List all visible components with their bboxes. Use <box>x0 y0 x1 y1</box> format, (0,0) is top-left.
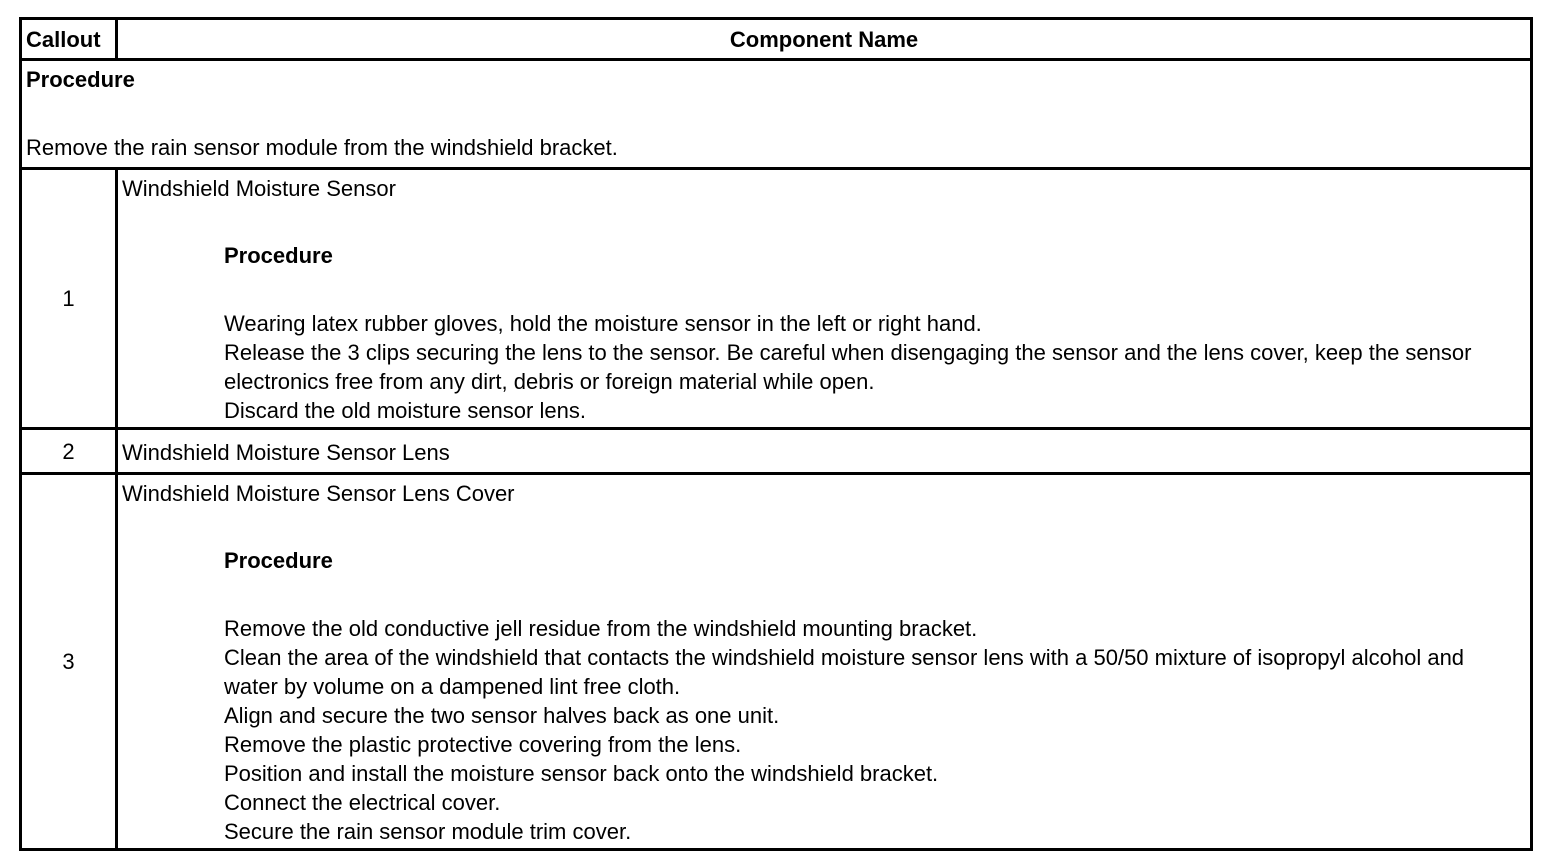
component-name: Windshield Moisture Sensor Lens Cover <box>122 481 515 506</box>
procedure-step: Remove the plastic protective covering from the lens. <box>224 732 742 757</box>
procedure-step: Position and install the moisture sensor back onto the windshield bracket. <box>224 761 939 786</box>
component-cell <box>117 474 1532 850</box>
table-row <box>21 429 1532 474</box>
table-header-row <box>21 19 1532 60</box>
procedure-title: Procedure <box>224 243 333 268</box>
component-name: Windshield Moisture Sensor <box>122 176 396 201</box>
procedure-block <box>122 241 1522 425</box>
callout-number: 3 <box>21 474 117 850</box>
callout-number: 2 <box>21 429 117 474</box>
procedure-step: Remove the old conductive jell residue from the windshield mounting bracket. <box>224 616 978 641</box>
procedure-step: Secure the rain sensor module trim cover. <box>224 819 632 844</box>
intro-cell <box>21 60 1532 169</box>
procedure-step: Discard the old moisture sensor lens. <box>224 398 586 423</box>
intro-row <box>21 60 1532 169</box>
component-cell <box>117 429 1532 474</box>
intro-procedure-text: Remove the rain sensor module from the windshield bracket. <box>26 135 618 160</box>
procedure-step: Connect the electrical cover. <box>224 790 501 815</box>
component-cell <box>117 169 1532 429</box>
procedure-step: Clean the area of the windshield that contacts the windshield moisture sensor lens with a 50/50 mixture of isopropyl alcohol and water by volume on a dampened lint free cloth. <box>224 645 1465 699</box>
component-name: Windshield Moisture Sensor Lens <box>122 439 450 465</box>
intro-procedure-title: Procedure <box>26 67 135 92</box>
procedure-step: Wearing latex rubber gloves, hold the moisture sensor in the left or right hand. <box>224 311 982 336</box>
callout-number: 1 <box>21 169 117 429</box>
procedure-step: Align and secure the two sensor halves back as one unit. <box>224 703 780 728</box>
procedure-block <box>122 546 1522 846</box>
procedure-step: Release the 3 clips securing the lens to the sensor. Be careful when disengaging the sensor and the lens cover, keep the sensor electronics free from any dirt, debris or foreign material while open. <box>224 340 1472 394</box>
table-row <box>21 474 1532 850</box>
procedure-table <box>19 17 1533 851</box>
procedure-title: Procedure <box>224 548 333 573</box>
table-row <box>21 169 1532 429</box>
component-column-header: Component Name <box>117 19 1532 60</box>
callout-column-header: Callout <box>21 19 117 60</box>
